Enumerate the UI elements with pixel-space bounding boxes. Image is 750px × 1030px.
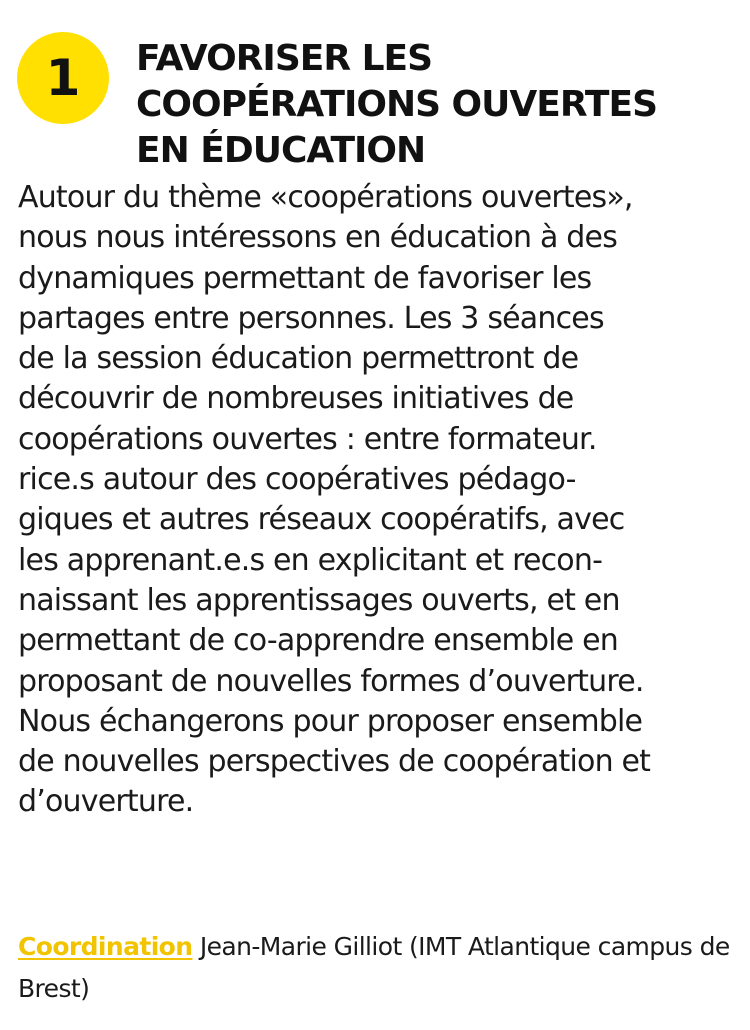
section-title: FAVORISER LES COOPÉRATIONS OUVERTES EN ÉDUCATION [136, 38, 658, 171]
section-number-badge [17, 32, 109, 124]
section-number: 1 [45, 49, 81, 107]
coordination-value: Jean-Marie Gilliot (IMT Atlantique campus de Brest) [18, 932, 730, 1003]
section-header [16, 22, 736, 182]
coordination-line [18, 926, 738, 1010]
body-paragraph: Autour du thème «coopérations ouvertes», nous nous intéressons en éducation à des dynamiques permettant de favoriser les partages entre personnes. Les 3 séances de la session éducation permettront de découvrir de nombreuses initiatives de coopérations ouvertes : entre formateur. rice.s autour des coopératives pédago- giques et autres réseaux coopératifs, avec les apprenant.e.s en explicitant et recon- naissant les apprentissages ouverts, et en permettant de co-apprendre ensemble en proposant de nouvelles formes d’ouverture. Nous échangerons pour proposer ensemble de nouvelles perspectives de coopération et d’ouverture. [18, 180, 651, 820]
coordination-label: Coordination [18, 932, 193, 961]
